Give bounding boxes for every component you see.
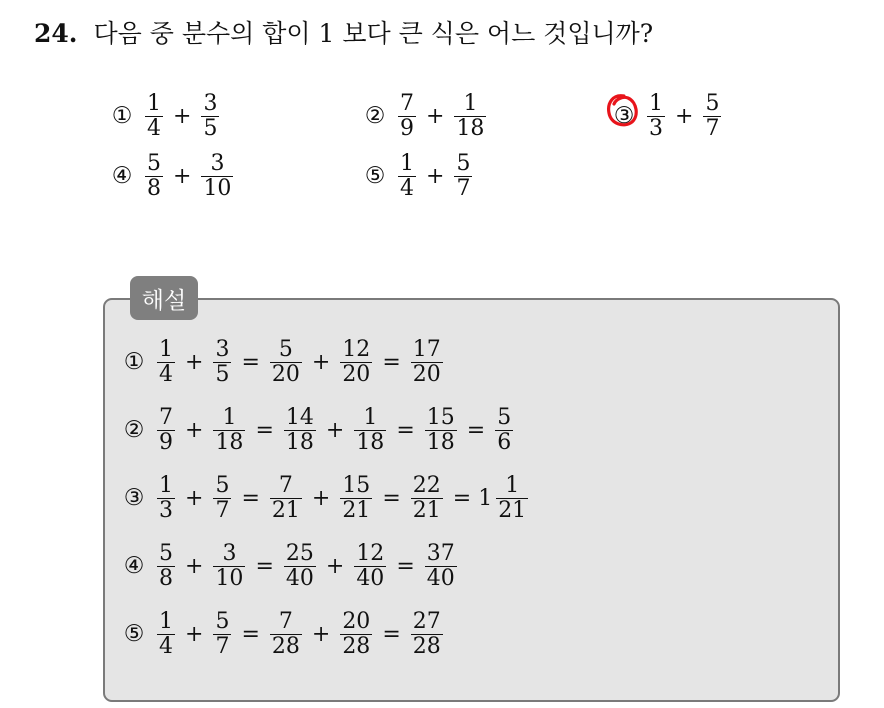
- plus-sign: +: [426, 103, 445, 129]
- choice-2[interactable]: [363, 92, 489, 141]
- fraction: $\frac{3}{10}$: [203, 151, 232, 201]
- fraction: $\frac{5}{7}$: [456, 151, 471, 201]
- fraction: $\frac{1}{18}$: [456, 91, 485, 141]
- question-text: 다음 중 분수의 합이 1 보다 큰 식은 어느 것입니까?: [93, 19, 654, 48]
- fraction: $\frac{1}{3}$: [649, 91, 663, 141]
- fraction: $\frac{5}{8}$: [147, 151, 161, 201]
- solution-label: 해설: [130, 276, 198, 320]
- fraction: $\frac{5}{7}$: [705, 91, 720, 141]
- question-number: 24.: [34, 19, 78, 48]
- choice-4[interactable]: [110, 152, 236, 201]
- solution-line-5: ⑤ $\frac{1}{4}$ + $\frac{5}{7}$ = $\frac{7}{28}$ + $\frac{20}{28}$ = $\frac{27}{28}$: [123, 609, 441, 659]
- fraction: $\frac{1}{4}$: [147, 91, 161, 141]
- solution-line-1: ① $\frac{1}{4}$ + $\frac{3}{5}$ = $\frac{5}{20}$ + $\frac{12}{20}$ = $\frac{17}{20}$: [123, 337, 441, 387]
- choice-marker: ②: [364, 103, 386, 130]
- fraction: $\frac{1}{4}$: [400, 151, 414, 201]
- solution-line-2: ② $\frac{7}{9}$ + $\frac{1}{18}$ = $\frac{14}{18}$ + $\frac{1}{18}$ = $\frac{15}{18}$ = $\frac{5}{6}$: [123, 405, 512, 455]
- plus-sign: +: [173, 163, 192, 189]
- choice-marker: ⑤: [364, 163, 386, 190]
- solution-line-3: ③ $\frac{1}{3}$ + $\frac{5}{7}$ = $\frac{7}{21}$ + $\frac{15}{21}$ = $\frac{22}{21}$ = 1 $\frac{1}{21}$: [123, 473, 527, 523]
- choice-5[interactable]: [363, 152, 475, 201]
- plus-sign: +: [675, 103, 694, 129]
- choice-marker: ①: [111, 103, 133, 130]
- choice-marker: ③: [612, 103, 636, 129]
- choice-3[interactable]: [612, 92, 724, 141]
- solution-line-4: ④ $\frac{5}{8}$ + $\frac{3}{10}$ = $\frac{25}{40}$ + $\frac{12}{40}$ = $\frac{37}{40}$: [123, 541, 455, 591]
- plus-sign: +: [426, 163, 445, 189]
- question-title: [34, 14, 653, 50]
- plus-sign: +: [173, 103, 192, 129]
- choice-1[interactable]: [110, 92, 222, 141]
- choice-marker: ④: [111, 163, 133, 190]
- fraction: $\frac{3}{5}$: [203, 91, 218, 141]
- fraction: $\frac{7}{9}$: [400, 91, 414, 141]
